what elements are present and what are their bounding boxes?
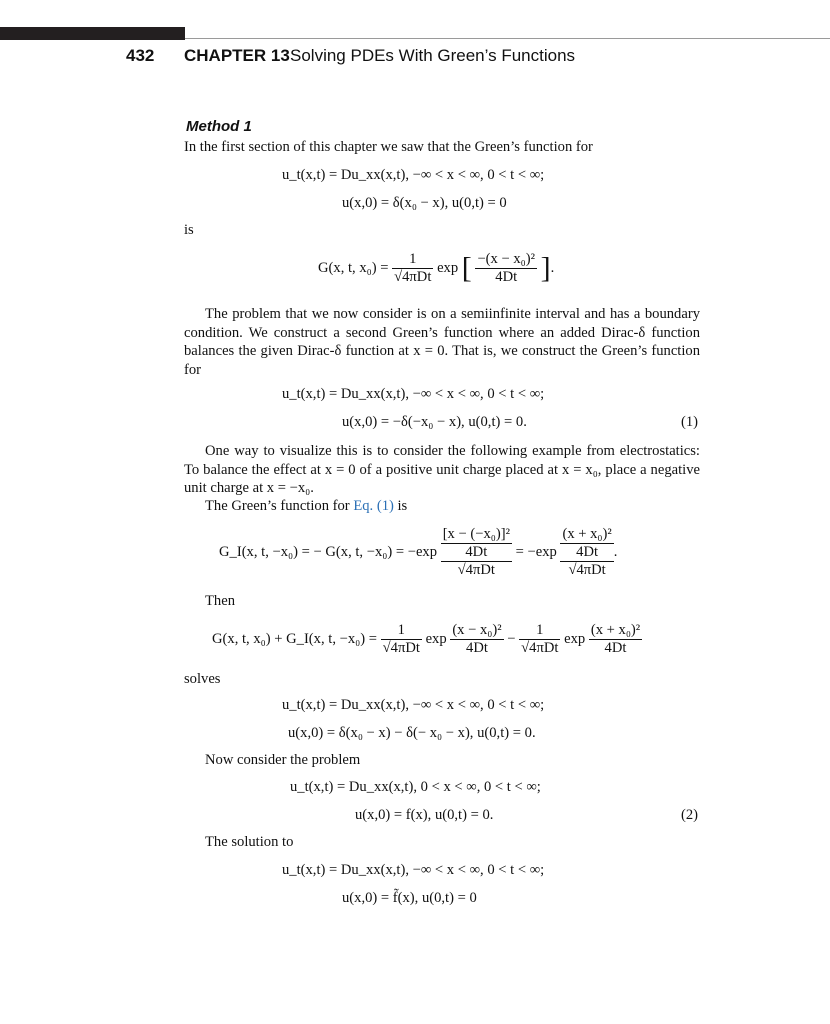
sum-exp-2-num: (x + x₀)² [590,622,641,638]
eq1-link[interactable]: Eq. (1) [353,498,394,514]
equation-number-1: (1) [681,414,699,430]
now-consider-text: Now consider the problem [205,752,361,768]
paragraph-1: The problem that we now consider is on a semiinfinite interval and has a boundary condition. We construct a second Green’s function where an added Dirac-δ function balances the given Dirac-δ function at x = 0. That is, we construct the Green’s function for [184,306,700,378]
sum-frac-2-den: √4πDt [521,640,559,656]
g-inner-den: 4Dt [495,269,518,285]
left-bracket: [ [461,251,472,285]
sum-exp-1-den: 4Dt [466,640,488,656]
equation-g2: u(x,0) = f̃(x), u(0,t) = 0 [342,890,477,906]
equation-g1: u_t(x,t) = Du_xx(x,t), −∞ < x < ∞, 0 < t < ∞; [282,862,545,878]
g-inner-fraction [475,251,537,286]
right-bracket: ] [540,251,551,285]
equation-a2: u(x,0) = δ(x₀ − x), u(0,t) = 0 [342,195,507,211]
sum-equation: G(x, t, x₀) + G_I(x, t, −x₀) = $\frac{1}{\text{√4πDt}}$ exp $\frac{\text{(x − x₀)²}}{4Dt}$ − $\frac{1}{\text{√4πDt}}$ exp $\frac{\text{(x + x₀)²}}{4Dt}$ [212,622,641,656]
header-bar [0,27,185,40]
is-text: is [184,222,194,238]
section-heading: Method 1 [186,118,252,135]
sum-exp-1-num: (x − x₀)² [452,622,502,638]
gi-f1-mid: 4Dt [441,544,512,562]
equation-b1: u_t(x,t) = Du_xx(x,t), −∞ < x < ∞, 0 < t < ∞; [282,386,545,402]
chapter-title: Solving PDEs With Green’s Functions [290,46,576,65]
intro-text: In the first section of this chapter we saw that the Green’s function for [184,139,593,155]
g-exp: exp [437,260,459,276]
gi-eq2: = −exp [515,544,557,560]
paragraph-3 [184,497,700,516]
sum-minus: − [507,631,516,647]
then-text: Then [205,593,235,609]
g-frac-den: √4πDt [394,269,432,285]
gi-f2-num: (x + x₀)² [562,526,612,542]
sum-frac-1-den: √4πDt [382,640,420,656]
sum-frac-1-num: 1 [381,622,422,640]
gi-f2-mid: 4Dt [560,544,613,562]
solution-to-text: The solution to [205,834,294,850]
gi-fraction-2 [560,526,613,579]
para3-prefix: The Green’s function for [205,498,354,514]
image-greens-equation: G_I(x, t, −x₀) = − G(x, t, −x₀) = −exp [x − (−x₀)]² 4Dt √4πDt = −exp (x + x₀)² 4Dt √4πDt . [219,526,618,578]
equation-number-2: (2) [681,807,699,823]
g-lhs: G(x, t, x₀) = [318,260,389,276]
sum-frac-2-num: 1 [519,622,560,640]
g-fraction [392,251,433,286]
equation-e2: u(x,0) = δ(x₀ − x) − δ(− x₀ − x), u(0,t) = 0. [288,725,536,741]
equation-f2: u(x,0) = f(x), u(0,t) = 0. [355,807,494,823]
page-number: 432 [126,46,155,65]
para3-suffix: is [393,498,408,514]
chapter-label: CHAPTER 13 [184,46,290,65]
greens-function-equation: G(x, t, x₀) = $\frac{1}{\text{√4πDt}}$ exp [ $\frac{\text{−(x − x₀)²}}{4Dt}$ ]. [318,251,555,285]
sum-exp-2 [589,622,642,657]
equation-f1: u_t(x,t) = Du_xx(x,t), 0 < x < ∞, 0 < t < ∞; [290,779,541,795]
g-frac-num: 1 [392,251,433,269]
paragraph-2: One way to visualize this is to consider the following example from electrostatics: To balance the effect at x = 0 of a positive unit charge placed at x = x₀, place a negative unit charge at x = −x₀. [184,443,700,496]
gi-f2-den: √4πDt [568,562,606,578]
gi-lhs: G_I(x, t, −x₀) = − G(x, t, −x₀) = −exp [219,544,438,560]
sum-frac-1 [381,622,422,657]
sum-exp-2-den: 4Dt [604,640,627,656]
equation-a1: u_t(x,t) = Du_xx(x,t), −∞ < x < ∞, 0 < t < ∞; [282,167,545,183]
sum-frac-2 [519,622,560,657]
sum-lhs: G(x, t, x₀) + G_I(x, t, −x₀) = [212,631,377,647]
gi-f1-num: [x − (−x₀)]² [442,526,510,542]
header-rule [185,38,830,39]
equation-e1: u_t(x,t) = Du_xx(x,t), −∞ < x < ∞, 0 < t < ∞; [282,697,545,713]
gi-fraction-1 [441,526,512,579]
sum-exp-1 [450,622,503,657]
equation-b2: u(x,0) = −δ(−x₀ − x), u(0,t) = 0. [342,414,527,430]
g-inner-num: −(x − x₀)² [477,251,535,267]
solves-text: solves [184,671,221,687]
gi-f1-den: √4πDt [457,562,495,578]
